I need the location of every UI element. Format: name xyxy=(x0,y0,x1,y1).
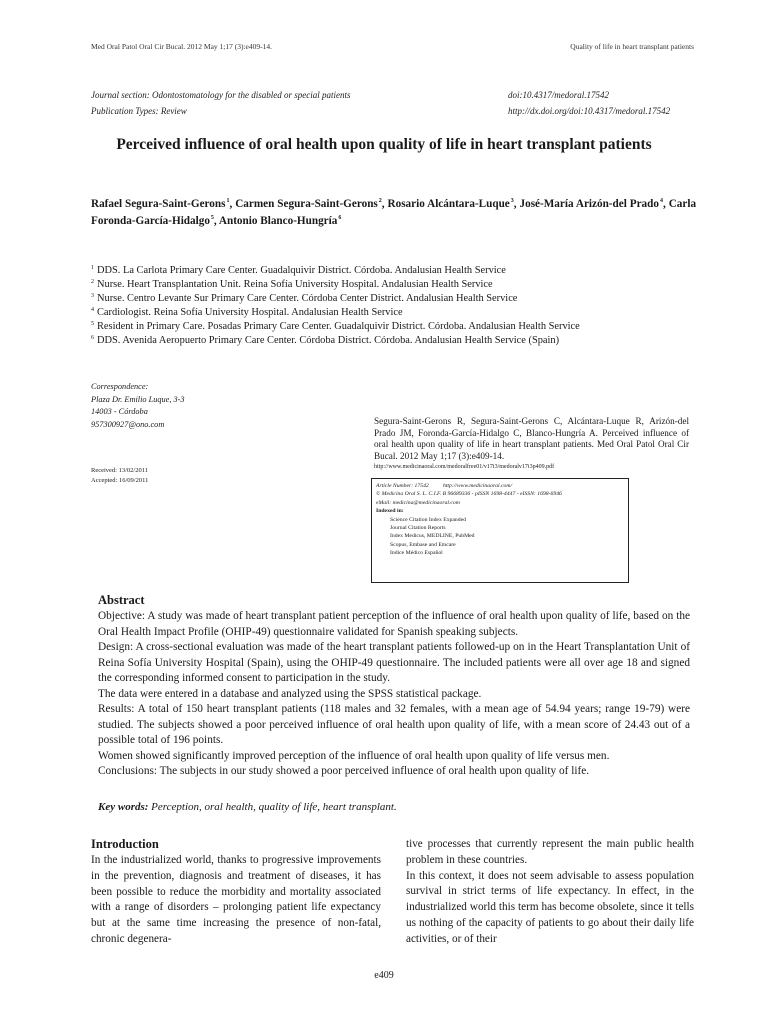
keywords xyxy=(98,801,397,813)
affiliation-text: Nurse. Heart Transplantation Unit. Reina Sofía University Hospital. Andalusian Health Service xyxy=(97,279,493,290)
author-affiliation-number: 1 xyxy=(226,198,230,205)
copyright-line: © Medicina Oral S. L. C.I.F. B 96689336 - pISSN 1698-4447 - eISSN: 1698-6946 xyxy=(376,491,562,498)
citation-block xyxy=(374,416,689,474)
correspondence-block xyxy=(91,381,185,431)
affiliation-item xyxy=(91,306,580,320)
abstract-heading: Abstract xyxy=(98,593,145,607)
affiliation-number: 3 xyxy=(91,292,94,299)
author-name: Carmen Segura-Saint-Gerons xyxy=(235,198,378,210)
affiliation-text: DDS. Avenida Aeropuerto Primary Care Center. Córdoba District. Córdoba. Andalusian Health Service (Spain) xyxy=(97,335,560,346)
index-item: Science Citation Index Expanded xyxy=(390,516,466,523)
author-affiliation-number: 5 xyxy=(210,215,214,222)
doi-url[interactable]: http://dx.doi.org/doi:10.4317/medoral.17542 xyxy=(508,106,671,116)
correspondence-label: Correspondence: xyxy=(91,382,149,391)
correspondence-city: 14003 - Córdoba xyxy=(91,407,148,417)
affiliation-number: 4 xyxy=(91,306,94,313)
affiliation-text: Resident in Primary Care. Posadas Primary Care Center. Guadalquivir District. Córdoba. Andalusian Health Service xyxy=(97,321,580,332)
abstract-body xyxy=(98,609,690,780)
index-item: Indice Médico Español xyxy=(390,550,443,557)
affiliation-text: Nurse. Centro Levante Sur Primary Care Center. Córdoba Center District. Andalusian Health Service xyxy=(97,293,518,304)
article-info-box xyxy=(371,478,629,583)
article-title: Perceived influence of oral health upon quality of life in heart transplant patients xyxy=(116,136,652,153)
citation-text: Segura-Saint-Gerons R, Segura-Saint-Gerons C, Alcántara-Luque R, Arizón-del Prado JM, Foronda-García-Hidalgo C, Blanco-Hungría A. Perceived influence of oral health upon quality of life in heart transplant patients. Med Oral Patol Oral Cir Bucal. 2012 May 1;17 (3):e409-14. xyxy=(374,416,689,461)
abstract-paragraph: Objective: A study was made of heart transplant patient perception of the influence of oral health upon quality of life, based on the Oral Health Impact Profile (OHIP-49) questionnaire validated for Spanish speaking subjects. xyxy=(98,610,690,638)
keywords-label: Key words: xyxy=(98,801,149,813)
dates-block xyxy=(91,466,148,485)
author-affiliation-number: 6 xyxy=(338,215,342,222)
affiliation-number: 6 xyxy=(91,334,94,341)
affiliation-item xyxy=(91,334,580,348)
author-name: José-María Arizón-del Prado xyxy=(519,198,659,210)
abstract-paragraph: Conclusions: The subjects in our study showed a poor perceived influence of oral health upon quality of life. xyxy=(98,765,590,777)
article-number: Article Number: 17542 http://www.medicinaoral.com/ xyxy=(376,483,513,489)
abstract-paragraph: Design: A cross-sectional evaluation was made of the heart transplant patients followed-up on in the Heart Transplantation Unit of Reina Sofía University Hospital (Spain), using the OHIP-49 questionnaire. The included patients were all over age 18 and signed the corresponding informed consent to participation in the study. xyxy=(98,641,690,684)
introduction-heading: Introduction xyxy=(91,837,159,851)
doi: doi:10.4317/medoral.17542 xyxy=(508,90,609,100)
section-meta-right xyxy=(508,87,670,119)
author-name: Antonio Blanco-Hungría xyxy=(218,215,338,227)
affiliation-item xyxy=(91,320,580,334)
introduction-paragraph: tive processes that currently represent the main public health problem in these countries. xyxy=(406,838,694,866)
author-separator: , xyxy=(513,198,520,210)
affiliation-text: DDS. La Carlota Primary Care Center. Guadalquivir District. Córdoba. Andalusian Health Service xyxy=(97,265,506,276)
abstract-paragraph: The data were entered in a database and analyzed using the SPSS statistical package. xyxy=(98,687,482,700)
affiliation-item xyxy=(91,264,580,278)
running-header-right: Quality of life in heart transplant patients xyxy=(570,42,694,51)
affiliation-text: Cardiologist. Reina Sofía University Hospital. Andalusian Health Service xyxy=(97,307,403,318)
author-affiliation-number: 2 xyxy=(378,198,382,205)
running-header-left: Med Oral Patol Oral Cir Bucal. 2012 May 1;17 (3):e409-14. xyxy=(91,42,273,51)
abstract-paragraph: Women showed significantly improved perception of the influence of oral health upon quality of life versus men. xyxy=(98,749,610,762)
section-meta-left xyxy=(91,87,350,119)
index-item: Journal Citation Reports xyxy=(390,525,446,532)
affiliation-number: 1 xyxy=(91,264,94,271)
author-affiliation-number: 3 xyxy=(510,198,514,205)
correspondence-address: Plaza Dr. Emilio Luque, 3-3 xyxy=(91,394,185,404)
introduction-paragraph: In this context, it does not seem advisable to assess population survival in strict terms of life expectancy. In effect, in the industrialized world this term has become obsolete, since it tells us nothing of the capacity of patients to go about their daily life activities, or of their xyxy=(406,869,694,945)
affiliation-number: 2 xyxy=(91,278,94,285)
page-number: e409 xyxy=(374,970,394,981)
keywords-text: Perception, oral health, quality of life, heart transplant. xyxy=(148,801,397,813)
accepted-date: Accepted: 16/09/2011 xyxy=(91,476,149,484)
indexed-label: Indexed in: xyxy=(376,508,404,515)
introduction-column-right xyxy=(406,837,694,948)
email-line: eMail: medicina@medicinaoral.com xyxy=(376,499,460,506)
journal-section: Journal section: Odontostomatology for the disabled or special patients xyxy=(91,90,351,100)
correspondence-email[interactable]: 957300927@ono.com xyxy=(91,419,165,429)
introduction-column-left xyxy=(91,853,381,948)
author-separator: , xyxy=(229,198,236,210)
author-list xyxy=(91,196,696,230)
author-separator: , xyxy=(662,198,669,210)
abstract-paragraph: Results: A total of 150 heart transplant patients (118 males and 32 females, with a mean age of 54.94 years; range 19-79) were studied. The subjects showed a poor perceived influence of oral health upon quality of life, with a mean score of 24.43 out of a possible total of 196 points. xyxy=(98,703,690,746)
affiliation-item xyxy=(91,278,580,292)
author-separator: , xyxy=(381,198,388,210)
citation-url[interactable]: http://www.medicinaoral.com/medoralfree01/v17i3/medoralv17i3p409.pdf xyxy=(374,464,555,470)
author-affiliation-number: 4 xyxy=(659,198,663,205)
affiliation-list xyxy=(91,264,580,348)
author-name: Carla Foronda-García-Hidalgo xyxy=(91,198,697,227)
received-date: Received: 13/02/2011 xyxy=(91,467,148,474)
index-item: Index Medicus, MEDLINE, PubMed xyxy=(390,533,475,540)
introduction-paragraph: In the industrialized world, thanks to progressive improvements in the prevention, diagnosis and treatment of diseases, it has been possible to reduce the morbidity and mortality associated with a range of disorders – prolonging patient life expectancy but at the same time increasing the presence of non-fatal, chronic degenera- xyxy=(91,854,381,945)
publication-type: Publication Types: Review xyxy=(91,106,187,116)
author-name: Rafael Segura-Saint-Gerons xyxy=(91,198,226,210)
index-item: Scopus, Embase and Emcare xyxy=(390,541,456,548)
author-name: Rosario Alcántara-Luque xyxy=(387,198,510,210)
author-separator: , xyxy=(213,215,219,227)
affiliation-item xyxy=(91,292,580,306)
affiliation-number: 5 xyxy=(91,320,94,327)
